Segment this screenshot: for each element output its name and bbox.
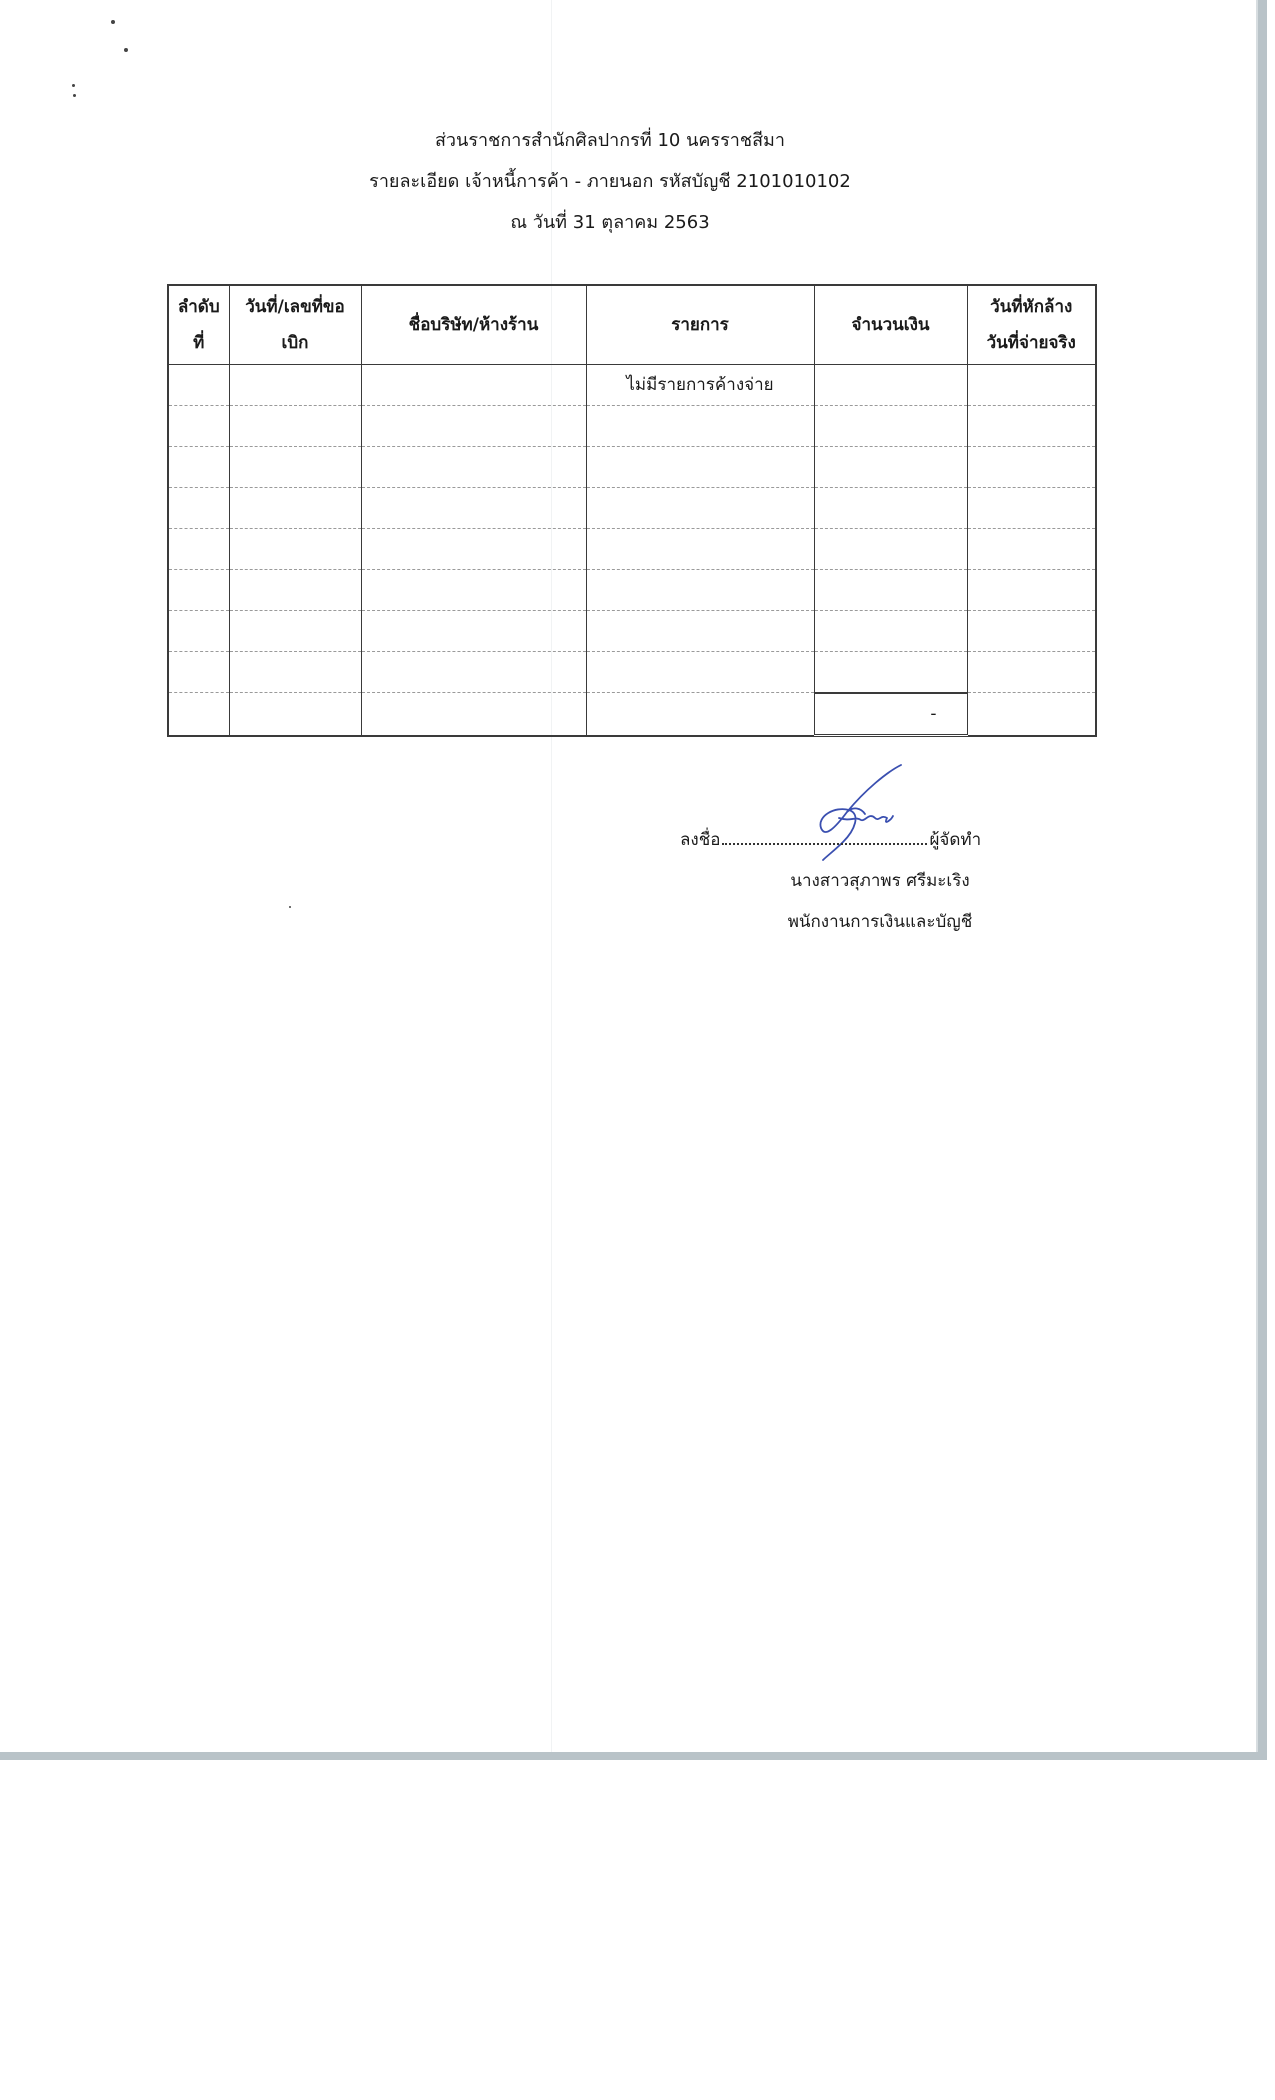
scan-speck bbox=[73, 94, 76, 97]
sign-label: ลงชื่อ bbox=[680, 830, 721, 850]
table-cell bbox=[361, 528, 586, 569]
table-cell bbox=[361, 405, 586, 446]
table-cell bbox=[361, 487, 586, 528]
table-cell bbox=[586, 651, 814, 693]
table-cell bbox=[814, 405, 967, 446]
table-cell bbox=[967, 528, 1096, 569]
table-cell bbox=[586, 528, 814, 569]
table-cell bbox=[361, 610, 586, 651]
table-cell bbox=[967, 610, 1096, 651]
header-company-line1: ชื่อบริษัท/ห้างร้าน bbox=[408, 315, 539, 335]
table-cell bbox=[229, 365, 361, 406]
account-title: รายละเอียด เจ้าหนี้การค้า - ภายนอก รหัสบัญชี 2101010102 bbox=[369, 171, 851, 192]
table-cell bbox=[168, 610, 229, 651]
scan-speck bbox=[72, 84, 75, 87]
table-cell bbox=[361, 365, 586, 406]
table-row bbox=[168, 651, 1096, 693]
table-cell bbox=[586, 610, 814, 651]
table-cell bbox=[168, 528, 229, 569]
table-cell bbox=[967, 651, 1096, 693]
table-cell bbox=[361, 693, 586, 736]
table-cell bbox=[168, 446, 229, 487]
scan-speck bbox=[111, 20, 115, 24]
table-cell bbox=[229, 528, 361, 569]
table-cell bbox=[361, 651, 586, 693]
table-row bbox=[168, 405, 1096, 446]
table-cell bbox=[168, 405, 229, 446]
header-request-date-line2: เบิก bbox=[281, 333, 309, 353]
scan-speck bbox=[289, 906, 291, 908]
table-cell bbox=[229, 651, 361, 693]
signer-name: นางสาวสุภาพร ศรีมะเริง bbox=[790, 871, 970, 891]
table-row bbox=[168, 528, 1096, 569]
table-cell bbox=[229, 693, 361, 736]
no-items-note: ไม่มีรายการค้างจ่าย bbox=[586, 365, 814, 406]
table-cell bbox=[967, 693, 1096, 736]
table-cell bbox=[168, 569, 229, 610]
table-cell bbox=[967, 487, 1096, 528]
table-cell bbox=[967, 365, 1096, 406]
table-cell bbox=[814, 365, 967, 406]
table-cell bbox=[967, 569, 1096, 610]
signature-dotted-line bbox=[722, 825, 927, 845]
scan-speck bbox=[124, 48, 128, 52]
table-cell bbox=[168, 693, 229, 736]
table-row bbox=[168, 569, 1096, 610]
table-cell bbox=[168, 365, 229, 406]
table-row bbox=[168, 446, 1096, 487]
fold-line bbox=[551, 0, 552, 1752]
table-cell bbox=[814, 487, 967, 528]
table-cell bbox=[586, 487, 814, 528]
agency-title: ส่วนราชการสำนักศิลปากรที่ 10 นครราชสีมา bbox=[434, 130, 786, 151]
header-clear-date-line2: วันที่จ่ายจริง bbox=[986, 333, 1076, 353]
table-cell bbox=[229, 569, 361, 610]
table-cell bbox=[967, 405, 1096, 446]
table-cell bbox=[814, 528, 967, 569]
table-cell bbox=[586, 693, 814, 736]
table-row bbox=[168, 487, 1096, 528]
header-sequence-line2: ที่ bbox=[193, 333, 205, 353]
report-date: ณ วันที่ 31 ตุลาคม 2563 bbox=[510, 212, 710, 233]
payables-table bbox=[167, 284, 1097, 737]
table-cell bbox=[229, 610, 361, 651]
table-cell bbox=[229, 405, 361, 446]
header-amount-line1: จำนวนเงิน bbox=[851, 315, 930, 335]
header-company bbox=[361, 285, 586, 365]
table-cell bbox=[814, 446, 967, 487]
table-cell bbox=[229, 446, 361, 487]
table-cell bbox=[361, 446, 586, 487]
table-cell bbox=[586, 569, 814, 610]
table-cell bbox=[586, 446, 814, 487]
table-cell bbox=[168, 487, 229, 528]
signer-position: พนักงานการเงินและบัญชี bbox=[787, 912, 973, 932]
header-description bbox=[586, 285, 814, 365]
table-cell bbox=[361, 569, 586, 610]
table-header-row bbox=[168, 285, 1096, 365]
table-cell bbox=[586, 405, 814, 446]
header-sequence-line1: ลำดับ bbox=[177, 297, 220, 317]
header-amount bbox=[814, 285, 967, 365]
table-cell bbox=[168, 651, 229, 693]
header-description-line1: รายการ bbox=[671, 315, 729, 335]
sign-role-label: ผู้จัดทำ bbox=[929, 830, 982, 850]
table-cell bbox=[814, 610, 967, 651]
total-amount: - bbox=[814, 693, 967, 736]
table-cell bbox=[814, 651, 967, 693]
table-row bbox=[168, 365, 1096, 406]
table-cell bbox=[229, 487, 361, 528]
sign-line bbox=[680, 820, 1020, 861]
table-total-row bbox=[168, 693, 1096, 736]
header-request-date-line1: วันที่/เลขที่ขอ bbox=[245, 297, 345, 317]
document-header bbox=[300, 120, 920, 243]
table-row bbox=[168, 610, 1096, 651]
header-clear-date bbox=[967, 285, 1096, 365]
table-cell bbox=[814, 569, 967, 610]
header-request-date bbox=[229, 285, 361, 365]
header-clear-date-line1: วันที่หักล้าง bbox=[990, 297, 1073, 317]
table-cell bbox=[967, 446, 1096, 487]
signature-block bbox=[680, 820, 1020, 943]
header-sequence bbox=[168, 285, 229, 365]
